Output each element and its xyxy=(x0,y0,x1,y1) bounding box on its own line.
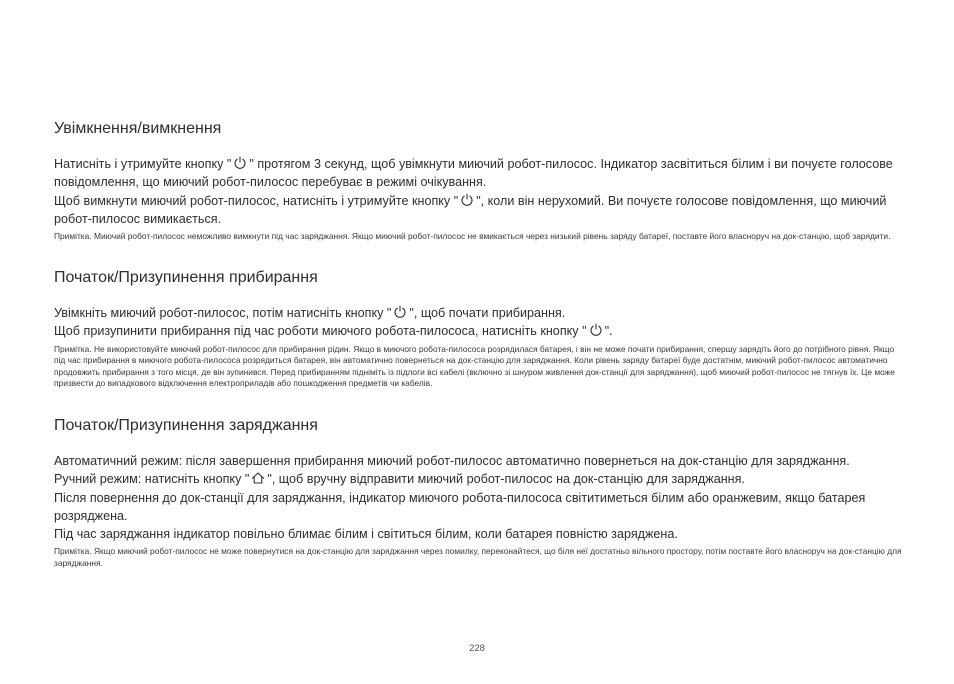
power-icon xyxy=(393,305,407,319)
power-icon xyxy=(589,323,603,337)
section-start-pause-charging xyxy=(54,416,906,570)
note: Примітка. Миючий робот-пилосос неможливо вимкнути під час заряджання. Якщо миючий робот-пилосос не вмикається через низький рівень заряду батареї, поставте його власноруч на док-станцію, щоб зарядити. xyxy=(54,231,891,242)
note: Примітка. Якщо миючий робот-пилосос не може повернутися на док-станцію для заряджання через помилку, переконайтеся, що біля неї достатньо вільного простору, потім поставте його власноруч на док-станцію для заряджання. xyxy=(54,546,902,569)
text: Натисніть і утримуйте кнопку " xyxy=(54,157,232,171)
text: Ручний режим: натисніть кнопку " xyxy=(54,472,250,487)
text: ", коли він нерухомий. Ви почуєте голосове повідомлення, що миючий робот-пилосос вимикається. xyxy=(54,193,887,226)
home-icon xyxy=(251,471,265,485)
text: Увімкніть миючий робот-пилосос, потім натисніть кнопку " xyxy=(54,306,392,320)
power-icon xyxy=(233,156,247,170)
text: ". xyxy=(604,324,613,339)
section-title: Початок/Призупинення заряджання xyxy=(54,417,318,434)
note: Примітка. Не використовуйте миючий робот-пилосос для прибирання рідин. Якщо в миючого робота-пилососа розрядилася батарея, і він не може почати прибирання, спершу зарядіть його до потрібного рівня. Якщо під час прибирання в миючого робота-пилососа розрядиться батарея, він автоматично повернеться на док-станцію для заряджання. Коли рівень заряду батареї буде достатнім, миючий робот-пилосос автоматично продовжить прибирання з того місця, де він зупинився. Перед прибиранням підніміть із підлоги всі кабелі (включно зі шнуром живлення док-станції для заряджання), щоб миючий робот-пилосос не тягнув їх. Це може призвести до випадкового відключення електроприладів або пошкодження предметів чи кабелів. xyxy=(54,343,895,389)
text: ", щоб почати прибирання. xyxy=(409,306,566,320)
text: " протягом 3 секунд, щоб увімкнути миючий робот-пилосос. Індикатор засвітиться білим і ви почуєте голосове повідомлення, що миючий робот-пилосос перебуває в режимі очікування. xyxy=(54,157,893,190)
paragraph: Після повернення до док-станції для заряджання, індикатор миючого робота-пилососа світитиметься білим або оранжевим, якщо батарея розряджена. xyxy=(54,490,866,523)
paragraph xyxy=(54,322,906,340)
section-power-on-off xyxy=(54,119,906,243)
section-title: Початок/Призупинення прибирання xyxy=(54,269,318,286)
section-title: Увімкнення/вимкнення xyxy=(54,120,222,137)
text: Щоб призупинити прибирання під час роботи миючого робота-пилососа, натисніть кнопку " xyxy=(54,324,587,339)
paragraph xyxy=(54,155,906,192)
text: ", щоб вручну відправити миючий робот-пилосос на док-станцію для заряджання. xyxy=(267,472,745,487)
paragraph xyxy=(54,304,906,322)
power-icon xyxy=(460,193,474,207)
paragraph xyxy=(54,470,906,488)
paragraph: Автоматичний режим: після завершення прибирання миючий робот-пилосос автоматично повернеться на док-станцію для заряджання. xyxy=(54,454,850,468)
paragraph xyxy=(54,192,906,229)
text: Щоб вимкнути миючий робот-пилосос, натисніть і утримуйте кнопку " xyxy=(54,193,459,208)
paragraph: Під час заряджання індикатор повільно блимає білим і світиться білим, коли батарея повністю заряджена. xyxy=(54,527,678,542)
section-start-pause-cleaning xyxy=(54,268,906,390)
page-number: 228 xyxy=(469,643,485,654)
